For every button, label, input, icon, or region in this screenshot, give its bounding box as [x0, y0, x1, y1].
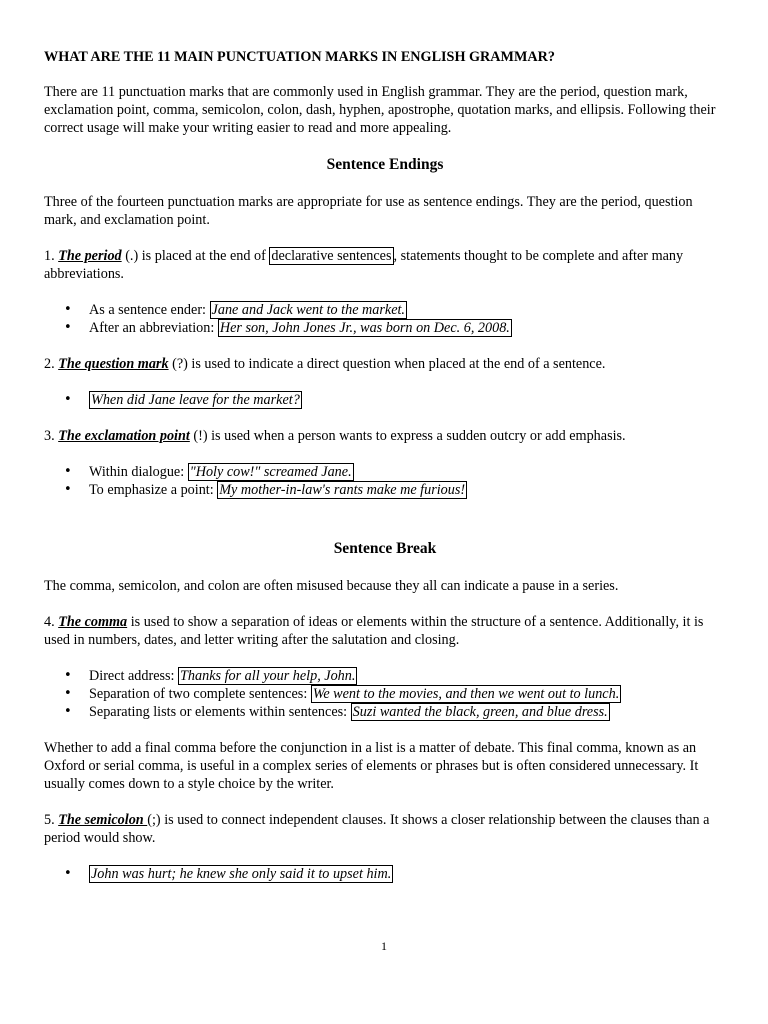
example-label: Within dialogue:: [89, 464, 188, 480]
example-box: Jane and Jack went to the market.: [211, 302, 405, 318]
example-box: My mother-in-law's rants make me furious!: [219, 482, 466, 498]
definition-text: (?) is used to indicate a direct question when placed at the end of a sentence.: [168, 356, 606, 372]
definition-text: (;) is used to connect independent clauses. It shows a closer relationship between the clauses than a period would show.: [44, 812, 710, 846]
example-box: When did Jane leave for the market?: [91, 392, 300, 408]
example-label: To emphasize a point:: [89, 482, 218, 498]
semicolon-definition: [44, 811, 726, 847]
item-number: 1.: [44, 248, 59, 264]
question-mark-examples: [44, 391, 726, 409]
list-item: [44, 463, 726, 481]
term-question-mark: The question mark: [58, 356, 169, 372]
page-number: 1: [381, 939, 387, 953]
list-item: [44, 319, 726, 337]
example-label: Direct address:: [89, 668, 179, 684]
example-box: Thanks for all your help, John.: [180, 668, 356, 684]
term-period: The period: [58, 248, 122, 264]
period-examples: [44, 301, 726, 337]
list-item: [44, 703, 726, 721]
example-label: Separation of two complete sentences:: [89, 686, 311, 702]
comma-definition: [44, 613, 726, 649]
comma-examples: [44, 667, 726, 721]
definition-text: (.) is placed at the end of: [121, 248, 270, 264]
example-box: John was hurt; he knew she only said it to upset him.: [91, 866, 392, 882]
oxford-comma-paragraph: Whether to add a final comma before the conjunction in a list is a matter of debate. This final comma, known as an Oxford or serial comma, is useful in a complex series of elements or phrases but is often considered unnecessary. It usually comes down to a style choice by the writer.: [44, 740, 699, 792]
intro-paragraph: There are 11 punctuation marks that are commonly used in English grammar. They are the period, question mark, exclamation point, comma, semicolon, colon, dash, hyphen, apostrophe, quotation marks, and ellipsis. Following their correct usage will make your writing easier to read and more appealing.: [44, 84, 716, 136]
section-heading-sentence-endings: Sentence Endings: [326, 156, 444, 173]
list-item: [44, 391, 726, 409]
boxed-term-declarative-sentences: declarative sentences: [271, 248, 392, 264]
sentence-break-intro: The comma, semicolon, and colon are often misused because they all can indicate a pause in a series.: [44, 578, 619, 594]
document-page: [44, 48, 726, 901]
example-box: Her son, John Jones Jr., was born on Dec. 6, 2008.: [219, 320, 510, 336]
example-box: Suzi wanted the black, green, and blue dress.: [352, 704, 608, 720]
definition-text: (!) is used when a person wants to express a sudden outcry or add emphasis.: [189, 428, 626, 444]
item-number: 2.: [44, 356, 59, 372]
exclamation-point-definition: [44, 427, 726, 445]
list-item: [44, 865, 726, 883]
question-mark-definition: [44, 355, 726, 373]
page-title: WHAT ARE THE 11 MAIN PUNCTUATION MARKS IN ENGLISH GRAMMAR?: [44, 49, 555, 65]
period-definition: [44, 247, 726, 283]
term-comma: The comma: [58, 614, 128, 630]
example-label: Separating lists or elements within sentences:: [89, 704, 351, 720]
example-box: We went to the movies, and then we went out to lunch.: [312, 686, 620, 702]
example-label: After an abbreviation:: [89, 320, 218, 336]
sentence-endings-intro: Three of the fourteen punctuation marks are appropriate for use as sentence endings. They are the period, question mark, and exclamation point.: [44, 194, 693, 228]
item-number: 5.: [44, 812, 59, 828]
item-number: 4.: [44, 614, 59, 630]
semicolon-examples: [44, 865, 726, 883]
list-item: [44, 685, 726, 703]
list-item: [44, 301, 726, 319]
definition-text: is used to show a separation of ideas or elements within the structure of a sentence. Additionally, it is used in numbers, dates, and letter writing after the salutation and closing.: [44, 614, 704, 648]
definition-text: , statements thought to be complete and after many abbreviations.: [44, 248, 684, 282]
list-item: [44, 667, 726, 685]
term-exclamation-point: The exclamation point: [58, 428, 190, 444]
item-number: 3.: [44, 428, 59, 444]
section-heading-sentence-break: Sentence Break: [333, 540, 437, 557]
term-semicolon: The semicolon: [58, 812, 148, 828]
example-box: "Holy cow!" screamed Jane.: [189, 464, 352, 480]
example-label: As a sentence ender:: [89, 302, 210, 318]
exclamation-point-examples: [44, 463, 726, 499]
list-item: [44, 481, 726, 499]
